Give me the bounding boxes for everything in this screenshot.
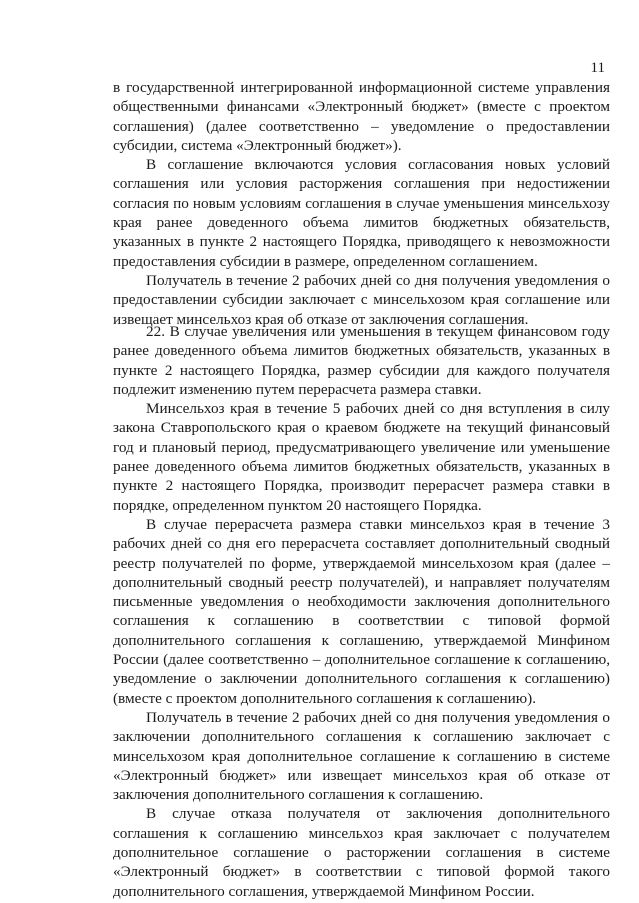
paragraph-refusal: В случае отказа получателя от заключения дополнительного соглашения к соглашению минсельхоз края заключает с получателем дополнительное соглашение о расторжении соглашения в системе «Электронный бюджет» в соответствии с типовой формой такого дополнительного соглашения, утверждаемой Минфином России. [113,805,610,900]
paragraph-22: 22. В случае увеличения или уменьшения в текущем финансовом году ранее доведенного объема лимитов бюджетных обязательств, указанных в пункте 2 настоящего Порядка, размер субсидии для каждого получателя подлежит изменению путем перерасчета размера ставки. [113,323,610,398]
paragraph-recipient-additional-agreement: Получатель в течение 2 рабочих дней со дня получения уведомления о заключении дополнительного соглашения к соглашению заключает с минсельхозом края дополнительное соглашение к соглашению в системе «Электронный бюджет» или извещает минсельхоз края об отказе от заключения дополнительного соглашения к соглашению. [113,708,610,804]
paragraph-continuation: в государственной интегрированной информационной системе управления общественными финансами «Электронный бюджет» (вместе с проектом соглашения) (далее соответственно – уведомление о предоставлении субсидии, система «Электронный бюджет»). [113,79,610,154]
paragraph-additional-registry: В случае перерасчета размера ставки минсельхоз края в течение 3 рабочих дней со дня его перерасчета составляет дополнительный сводный реестр получателей по форме, утверждаемой минсельхозом края (далее – дополнительный сводный реестр получателей), и направляет получателям письменные уведомления о необходимости заключения дополнительного соглашения к соглашению в соответствии с типовой формой дополнительного соглашения к соглашению, утверждаемой Минфином России (далее соответственно – дополнительное соглашение к соглашению, уведомление о заключении дополнительного соглашения к соглашению) (вместе с проектом дополнительного соглашения к соглашению). [113,515,610,707]
text-block-top [113,78,610,329]
paragraph-recipient-agreement: Получатель в течение 2 рабочих дней со дня получения уведомления о предоставлении субсидии заключает с минсельхозом края соглашение или извещает минсельхоз края об отказе от заключения соглашения. [113,271,610,328]
text-block-section-22 [113,322,610,901]
paragraph-agreement-conditions: В соглашение включаются условия согласования новых условий соглашения или условия расторжения соглашения при недостижении согласия по новым условиям соглашения в случае уменьшения минсельхозу края ранее доведенного объема лимитов бюджетных обязательств, указанных в пункте 2 настоящего Порядка, приводящего к невозможности предоставления субсидии в размере, определенном соглашением. [113,156,610,270]
paragraph-recalculation: Минсельхоз края в течение 5 рабочих дней со дня вступления в силу закона Ставропольского края о краевом бюджете на текущий финансовый год и плановый период, предусматривающего увеличение или уменьшение ранее доведенного объема лимитов бюджетных обязательств, указанных в пункте 2 настоящего Порядка, производит перерасчет размера ставки в порядке, определенном пунктом 20 настоящего Порядка. [113,400,610,514]
page-number: 11 [590,60,605,76]
